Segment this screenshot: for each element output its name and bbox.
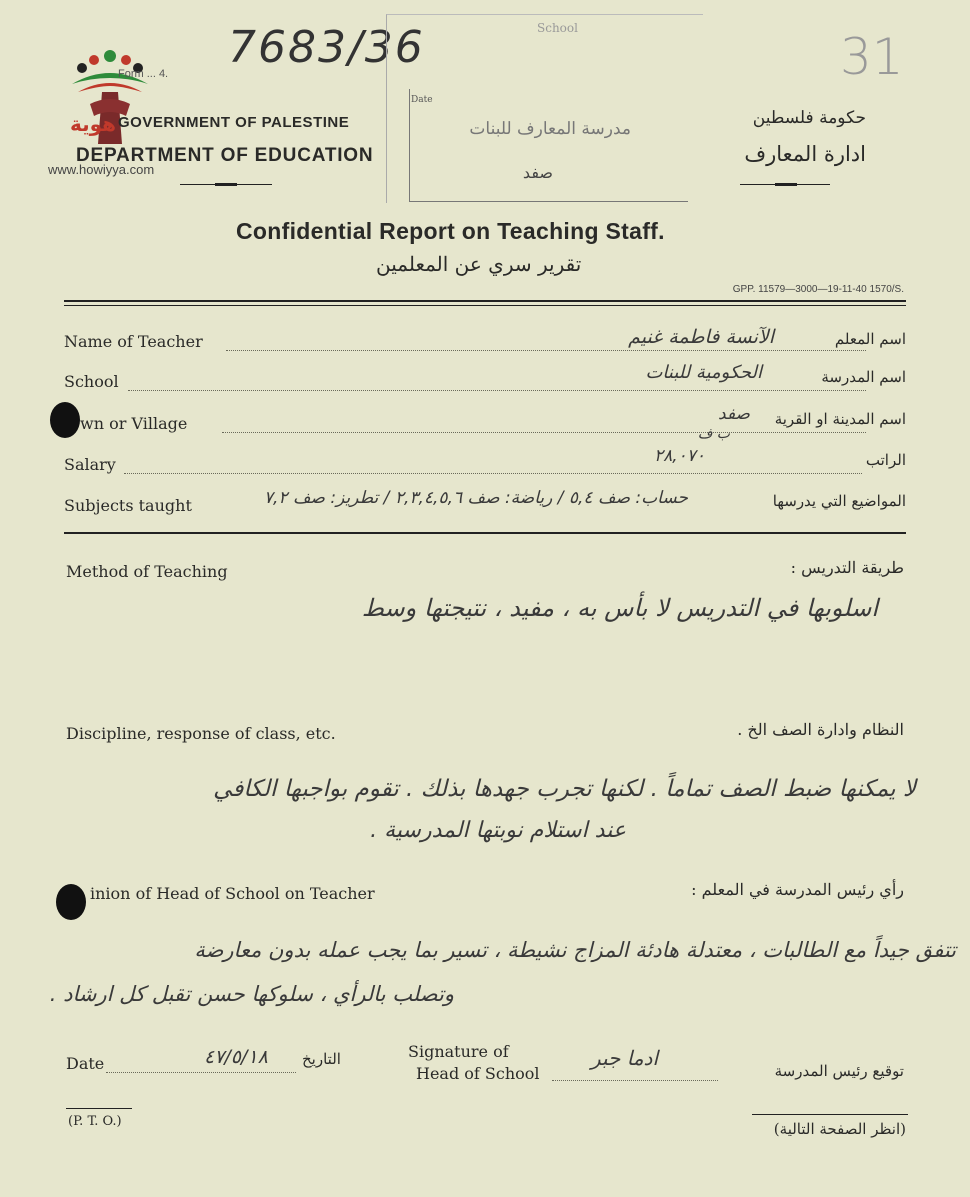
town-dotted-line <box>222 432 866 433</box>
date-value: ٤٧/٥/١٨ <box>204 1046 268 1068</box>
method-label-ar: طريقة التدريس : <box>790 558 904 577</box>
date-dotted-line <box>106 1072 296 1073</box>
header-rule-left-mark <box>215 183 237 186</box>
department-heading-en: DEPARTMENT OF EDUCATION <box>76 145 374 166</box>
signature-label-en-line-1: Signature of <box>408 1042 509 1061</box>
stamp-box <box>409 89 688 202</box>
pto-rule-ar <box>752 1114 908 1115</box>
watermark-brand: هوية <box>70 112 117 136</box>
header-rule-right-mark <box>775 183 797 186</box>
school-label-ar: اسم المدرسة <box>821 368 906 386</box>
page-number: 31 <box>840 28 904 86</box>
teacher-label-ar: اسم المعلم <box>834 330 906 348</box>
discipline-label-en: Discipline, response of class, etc. <box>66 724 336 743</box>
town-value: صفد <box>718 404 750 424</box>
salary-label-ar: الراتب <box>865 451 906 469</box>
teacher-label-en: Name of Teacher <box>64 332 203 351</box>
teacher-name-value: الآنسة فاطمة غنيم <box>628 326 774 348</box>
stamp-small-label: Date <box>411 95 433 105</box>
salary-dotted-line <box>124 473 862 474</box>
method-text: اسلوبها في التدريس لا بأس به ، مفيد ، نتيجتها وسط <box>361 594 878 622</box>
stamp-label: School <box>537 21 578 35</box>
opinion-label-en: inion of Head of School on Teacher <box>90 884 375 903</box>
date-label-en: Date <box>66 1054 105 1073</box>
pto-en: (P. T. O.) <box>68 1114 122 1129</box>
discipline-label-ar: النظام وادارة الصف الخ . <box>737 720 904 739</box>
method-label-en: Method of Teaching <box>66 562 228 581</box>
school-label-en: School <box>64 372 119 391</box>
government-heading-en: GOVERNMENT OF PALESTINE <box>118 114 350 131</box>
report-title-en: Confidential Report on Teaching Staff. <box>236 218 665 244</box>
signature-label-en-line-2: Head of School <box>416 1064 540 1083</box>
town-label-en: wn or Village <box>80 414 188 433</box>
subjects-label-en: Subjects taught <box>64 496 192 515</box>
department-heading-ar: ادارة المعارف <box>744 142 866 166</box>
opinion-text-line-1: تتفق جيداً مع الطالبات ، معتدلة هادئة المزاج نشيطة ، تسير بما يجب عمله بدون معارضة <box>194 938 956 962</box>
stamp-school-name: مدرسة المعارف للبنات <box>469 119 631 139</box>
town-sub-value: ب ف <box>697 426 730 442</box>
discipline-text-line-2: عند استلام نوبتها المدرسية . <box>370 818 626 843</box>
school-name-value: الحكومية للبنات <box>645 362 762 383</box>
title-rule-top <box>64 300 906 302</box>
title-rule-bottom <box>64 305 906 306</box>
report-title-ar: تقرير سري عن المعلمين <box>376 252 582 276</box>
handwritten-file-number: 7683/36 <box>228 22 425 73</box>
date-label-ar: التاريخ <box>302 1050 341 1068</box>
school-stamp <box>386 14 703 203</box>
form-code: Form ... 4. <box>118 68 169 80</box>
pto-rule-en <box>66 1108 132 1109</box>
salary-value: ٢٨,٠٧٠ <box>654 446 706 466</box>
signature-dotted-line <box>552 1080 718 1081</box>
punch-hole <box>56 884 86 920</box>
salary-label-en: Salary <box>64 455 116 474</box>
opinion-label-ar: رأي رئيس المدرسة في المعلم : <box>691 880 904 899</box>
watermark-url: www.howiyya.com <box>48 162 155 177</box>
print-code: GPP. 11579—3000—19-11-40 1570/S. <box>732 284 904 295</box>
signature-label-ar: توقيع رئيس المدرسة <box>774 1062 904 1080</box>
howiyya-logo <box>60 44 160 154</box>
fields-rule <box>64 532 906 534</box>
opinion-text-line-2: وتصلب بالرأي ، سلوكها حسن تقبل كل ارشاد . <box>49 982 454 1006</box>
pto-ar: (انظر الصفحة التالية) <box>773 1120 906 1138</box>
punch-hole <box>50 402 80 438</box>
stamp-town: صفد <box>522 163 553 182</box>
school-dotted-line <box>128 390 866 391</box>
government-heading-ar: حكومة فلسطين <box>752 108 866 128</box>
teacher-dotted-line <box>226 350 866 351</box>
town-label-ar: اسم المدينة او القرية <box>774 410 906 428</box>
signature-value: ادما جبر <box>590 1046 658 1070</box>
discipline-text-line-1: لا يمكنها ضبط الصف تماماً . لكنها تجرب جهدها بذلك . تقوم بواجبها الكافي <box>213 776 916 802</box>
subjects-label-ar: المواضيع التي يدرسها <box>772 492 906 510</box>
subjects-value: حساب: صف ٥,٤ / رياضة: صف ٢,٣,٤,٥,٦ / تطريز: صف ٧,٢ <box>263 488 688 508</box>
